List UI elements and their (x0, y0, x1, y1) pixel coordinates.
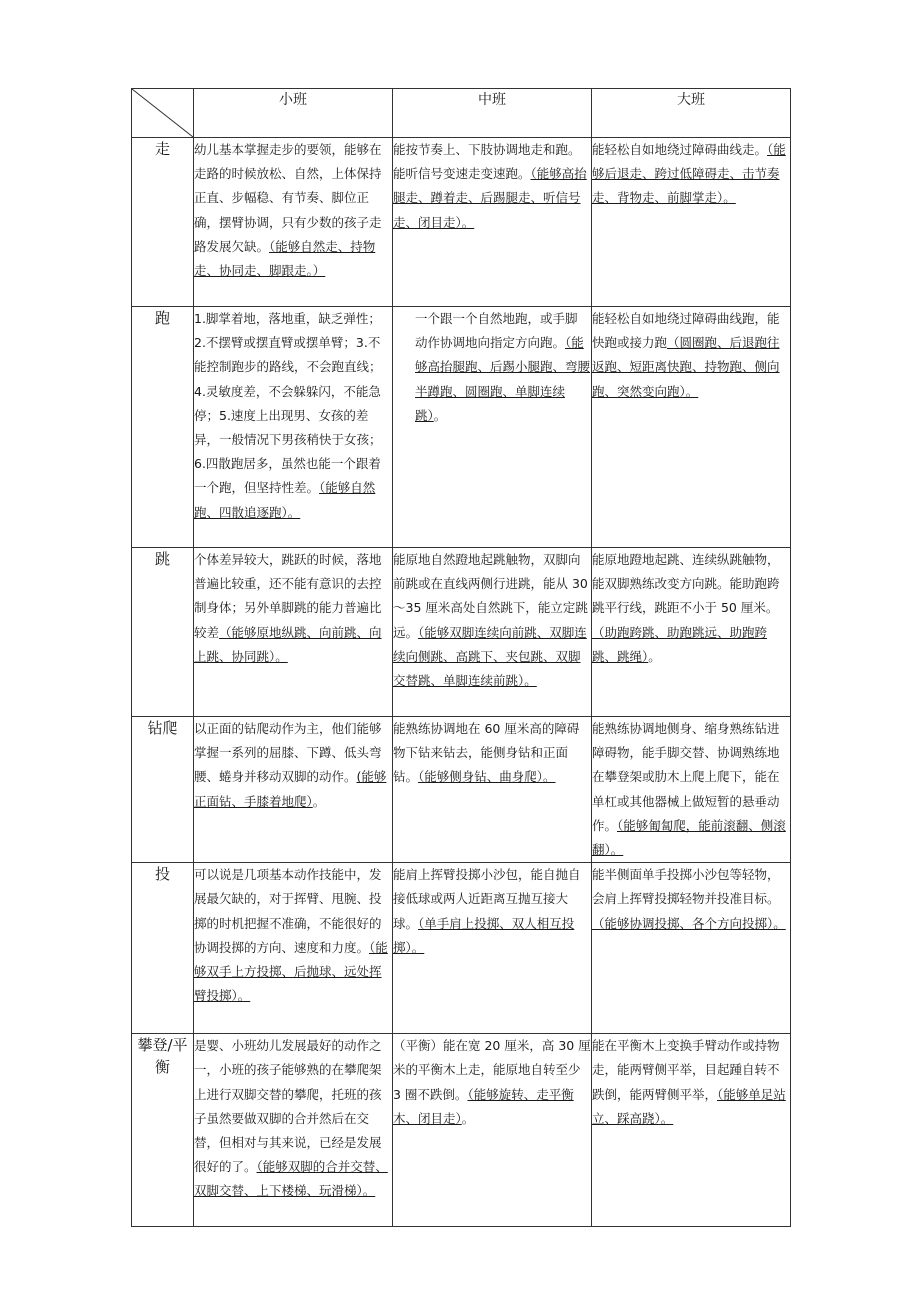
diagonal-line (132, 89, 193, 137)
cell-text: 能原地自然蹬地起跳触物，双脚向前跳或在直线两侧行进跳，能从 30～35 厘米高处自然跳下，能立定跳远。 (393, 552, 588, 640)
cell-text-line: 动作协调地向指定方向跑。 (415, 335, 566, 351)
cell-crawl-small (194, 717, 393, 863)
cell-ability: （能够原地纵跳、向前跳、向上跳、协同跳）。 (194, 624, 382, 664)
curriculum-table (131, 88, 791, 1227)
cell-ability: （圆圈跑、后退跑往返跑、短距离快跑、持物跑、侧向跑、突然变向跑）。 (592, 335, 780, 399)
cell-text: 一个跟一个自然地跑，或手脚 (415, 311, 578, 326)
cell-ability: （能够自然跑、四散追逐跑）。 (194, 480, 376, 520)
cell-throw-small (194, 863, 393, 1034)
cell-text: 能熟练协调地侧身、缩身熟练钻进障碍物，能手脚交替、协调熟练地在攀登架或肋木上爬上爬下，能在单杠或其他器械上做短暂的悬垂动作。 (592, 721, 780, 833)
cell-ability: （能够侧身钻、曲身爬）。 (418, 769, 556, 785)
cell-run-large (592, 307, 791, 548)
cell-climb-small (194, 1034, 393, 1227)
row-label-throw: 投 (132, 863, 194, 1034)
cell-walk-middle (393, 138, 592, 307)
cell-text: （平衡）能在宽 20 厘米，高 30 厘米的平衡木上走，能原地自转至少 3 圈不跌倒。 (393, 1038, 591, 1102)
cell-jump-middle (393, 548, 592, 717)
cell-ability: (能够正面钻、手膝着地爬） (194, 769, 387, 809)
cell-ability: （能够双脚连续向前跳、双脚连续向侧跳、高跳下、夹包跳、双脚交替跳、单脚连续前跳）。 (393, 624, 587, 689)
cell-text (393, 331, 591, 428)
cell-ability: （能够旋转、走平衡木、闭目走） (393, 1086, 574, 1126)
table-row-climb-balance (132, 1034, 791, 1227)
table-row-throw (132, 863, 791, 1034)
cell-ability: （能够双手上方投掷、后抛球、远处挥臂投掷）。 (194, 939, 388, 1004)
cell-jump-small (194, 548, 393, 717)
corner-cell (132, 89, 194, 138)
table-row-jump (132, 548, 791, 717)
cell-ability: （能够自然走、持物走、协同走、脚跟走。） (194, 238, 376, 279)
row-label-walk: 走 (132, 138, 194, 307)
cell-ability: （能够双脚的合并交替、双脚交替、上下楼梯、玩滑梯）。 (194, 1159, 388, 1199)
cell-run-small (194, 307, 393, 548)
cell-tail: 。 (312, 793, 326, 809)
cell-crawl-middle (393, 717, 592, 863)
cell-text: 能在平衡木上变换手臂动作或持物走，能两臂侧平举，目起踵自转不跌倒，能两臂侧平举， (592, 1038, 780, 1102)
cell-run-middle (393, 307, 592, 548)
cell-jump-large (592, 548, 791, 717)
table-row-run (132, 307, 791, 548)
row-label-run: 跑 (132, 307, 194, 548)
cell-text: 是婴、小班幼儿发展最好的动作之一，小班的孩子能够熟的在攀爬架上进行双脚交替的攀爬，托班的孩子虽然要做双脚的合并然后在交替，但相对与其来说，已经是发展很好的了。 (194, 1038, 382, 1175)
cell-text: 1.脚掌着地，落地重，缺乏弹性；2.不摆臂或摆直臂或摆单臂；3.不能控制跑步的路线，不会跑直线；4.灵敏度差，不会躲躲闪，不能急停；5.速度上出现男、女孩的差异，一般情况下男孩稍快于女孩；6.四散跑居多，虽然也能一个跟着一个跑，但坚持性差。 (194, 311, 382, 496)
cell-text: 能熟练协调地在 60 厘米高的障碍物下钻来钻去，能侧身钻和正面钻。 (393, 721, 580, 785)
header-middle-class: 中班 (393, 89, 592, 138)
row-label-jump: 跳 (132, 548, 194, 717)
cell-ability: （能够高抬腿跑、后踢小腿跑、弯腰半蹲跑、圆圈跑、单脚连续跳） (415, 335, 591, 423)
cell-walk-small (194, 138, 393, 307)
cell-climb-large (592, 1034, 791, 1227)
cell-ability: （能够匍匐爬，能前滚翻、侧滚翻）。 (592, 817, 786, 858)
cell-ability: （单手肩上投掷、双人相互投掷）。 (393, 915, 575, 955)
cell-text: 幼儿基本掌握走步的要领，能够在走路的时候放松、自然，上体保持正直、步幅稳、有节奏、脚位正确，摆臂协调，只有少数的孩子走路发展欠缺。 (194, 142, 382, 254)
cell-tail: 。 (648, 648, 661, 664)
cell-text: 能轻松自如地绕过障碍曲线走。 (592, 142, 768, 157)
cell-text: 能轻松自如地绕过障碍曲线跑，能快跑或接力跑 (592, 311, 780, 351)
cell-text: 以正面的钻爬动作为主，他们能够掌握一系列的屈膝、下蹲、低头弯腰、蜷身并移动双脚的动作。 (194, 721, 382, 785)
cell-ability: （能够协调投掷、各个方向投掷）。 (592, 915, 786, 931)
cell-text: 能原地蹬地起跳、连续纵跳触物，能双脚熟练改变方向跳。能助跑跨跳平行线，跳距不小于 50 厘米。 (592, 552, 780, 616)
row-label-climb-balance: 攀登/平衡 (132, 1034, 194, 1227)
table-row-crawl (132, 717, 791, 863)
cell-text: 能肩上挥臂投掷小沙包，能自抛自接低球或两人近距离互抛互接大球。 (393, 867, 581, 931)
cell-text: 可以说是几项基本动作技能中，发展最欠缺的，对于挥臂、甩腕、投掷的时机把握不准确，不能很好的协调投掷的方向、速度和力度。 (194, 867, 382, 955)
cell-text: 能按节奏上、下肢协调地走和跑。能听信号变速走变速跑。 (393, 142, 581, 182)
table-row-walk (132, 138, 791, 307)
header-small-class: 小班 (194, 89, 393, 138)
cell-throw-large (592, 863, 791, 1034)
cell-crawl-large (592, 717, 791, 863)
cell-walk-large (592, 138, 791, 307)
header-row (132, 89, 791, 138)
cell-text: 能半侧面单手投掷小沙包等轻物，会肩上挥臂投掷轻物并投准目标。 (592, 867, 780, 907)
cell-text: 个体差异较大，跳跃的时候，落地普遍比较重，还不能有意识的去控制身体；另外单脚跳的能力普遍比较差 (194, 552, 382, 640)
row-label-crawl: 钻爬 (132, 717, 194, 863)
cell-throw-middle (393, 863, 592, 1034)
cell-ability: （能够单足站立、踩高跷）。 (592, 1086, 786, 1126)
cell-ability: （能够后退走、跨过低障碍走、击节奏走、背物走、前脚掌走）。 (592, 142, 786, 206)
cell-ability: （助跑跨跳、助跑跳远、助跑跨跳、跳绳） (592, 624, 768, 664)
cell-tail: 。 (461, 1110, 475, 1126)
cell-climb-middle (393, 1034, 592, 1227)
cell-ability: （能够高抬腿走、蹲着走、后踢腿走、听信号走、闭目走）。 (393, 166, 587, 230)
header-large-class: 大班 (592, 89, 791, 138)
cell-tail: 。 (433, 407, 447, 423)
